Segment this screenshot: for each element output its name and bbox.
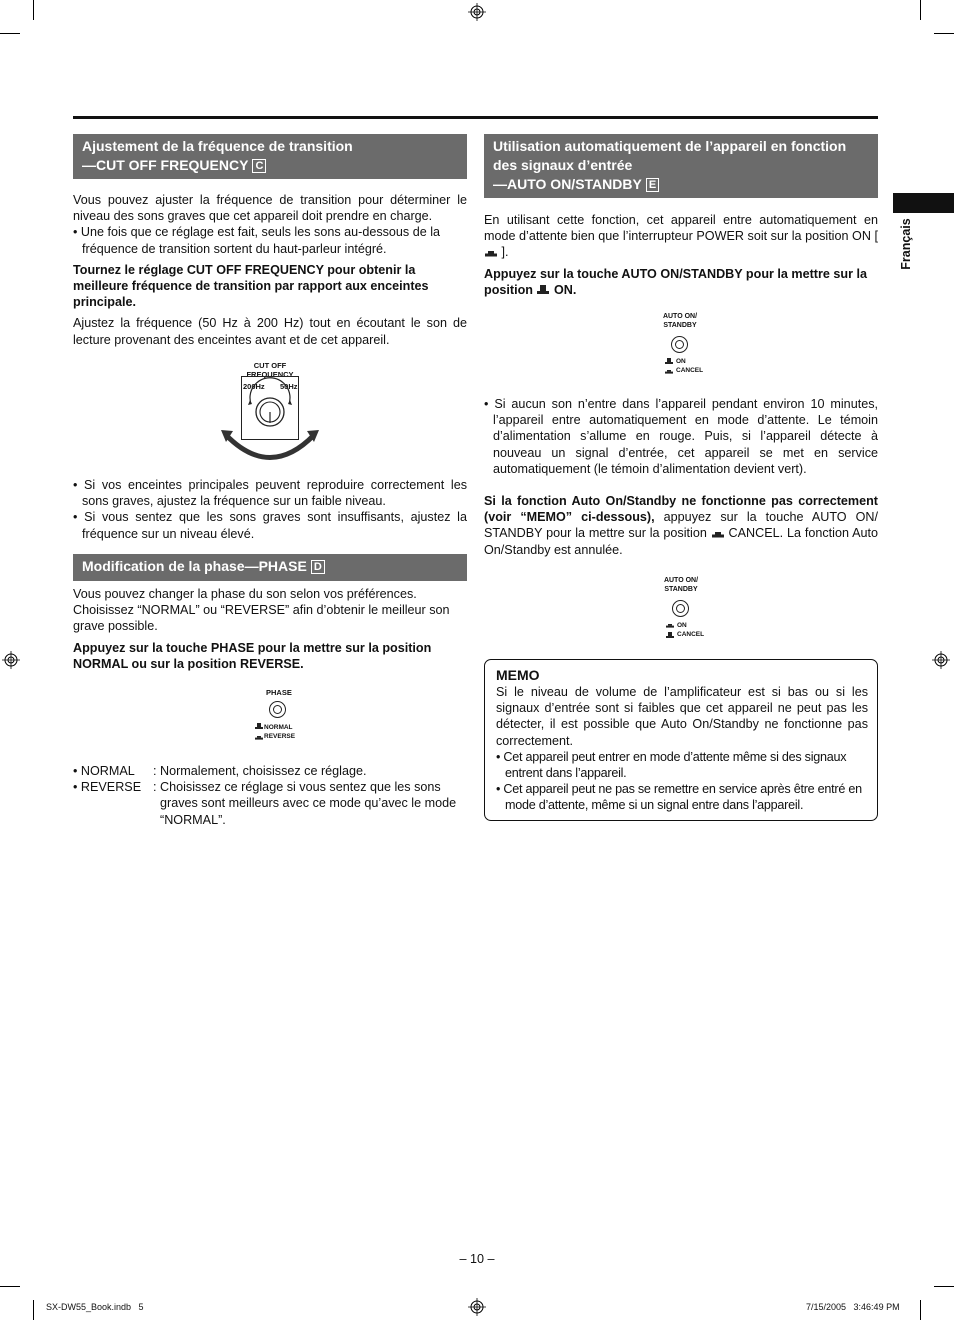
auto-standby-fail-bold: Si la fonction Auto On/Standby ne fonctionne pas correctement (voir “MEMO” ci-dessous), — [484, 494, 878, 525]
cutoff-tip: • Si vous sentez que les sons graves sont insuffisants, ajustez la fréquence sur un niveau élevé. — [73, 510, 467, 541]
crop-mark — [920, 0, 921, 20]
auto-standby-instruction-text: ON. — [553, 282, 577, 297]
crop-mark — [0, 33, 20, 34]
power-on-position-icon — [484, 248, 498, 258]
switch-position-icon — [665, 621, 675, 641]
auto-standby-button-icon[interactable] — [671, 336, 688, 353]
button-label-line: STANDBY — [664, 586, 698, 593]
phase-button-icon[interactable] — [269, 701, 286, 718]
phase-option-row — [73, 763, 467, 779]
memo-box — [484, 659, 878, 821]
button-option: CANCEL — [676, 367, 704, 374]
registration-mark-icon — [2, 651, 20, 669]
footer-file-name: SX-DW55_Book.indb 5 — [46, 1302, 144, 1312]
registration-mark-icon — [468, 1298, 486, 1316]
section-title-line: —CUT OFF FREQUENCY — [82, 157, 249, 173]
button-option: ON — [677, 622, 687, 629]
memo-text: Si le niveau de volume de l’amplificateur est si bas ou si les signaux d’entrée sont si faibles que cet appareil ne peut pas les détecter, il est possible que Auto On/Standby ne fonctionne pas correctement. — [496, 685, 868, 748]
crop-mark — [33, 0, 34, 20]
crop-mark — [0, 1286, 20, 1287]
phase-button-label: PHASE — [266, 688, 292, 697]
memo-title: MEMO — [496, 667, 540, 683]
section-title-line: Modification de la phase—PHASE — [82, 558, 307, 574]
auto-standby-note: • Si aucun son n’entre dans l’appareil pendant environ 10 minutes, l’appareil entre automatiquement en mode d’attente. Le témoin d’alimentation s’allume en rouge. Puis, si l’appareil détecte à nouveau un signal d’entrée, cet appareil se met en service automatiquement (le témoin d’alimentation devient vert). — [484, 397, 878, 476]
auto-standby-fail-text: appuyez sur la touche AUTO ON/ STANDBY pour la mettre sur la position — [484, 510, 879, 541]
phase-option-term: • REVERSE — [73, 780, 142, 795]
language-tab-marker — [893, 193, 954, 213]
button-label-line: STANDBY — [663, 322, 697, 329]
switch-position-icon — [254, 722, 264, 742]
dial-max-label: 50Hz — [280, 382, 298, 391]
phase-option-term: • NORMAL — [73, 764, 135, 778]
footer-datetime: 7/15/2005 3:46:49 PM — [806, 1302, 900, 1312]
memo-bullet: • Cet appareil peut entrer en mode d’attente même si des signaux entrent dans l’appareil. — [496, 749, 847, 781]
memo-content — [496, 666, 868, 814]
auto-standby-instruction — [484, 266, 878, 298]
section-letter-badge: D — [311, 560, 325, 574]
section-letter-badge: C — [252, 159, 266, 173]
cutoff-tips — [73, 477, 467, 542]
cutoff-adjust: Ajustez la fréquence (50 Hz à 200 Hz) tout en écoutant le son de lecture provenant des enceintes avant et de cet appareil. — [73, 316, 467, 347]
button-option: CANCEL — [677, 631, 705, 638]
button-option: ON — [676, 358, 686, 365]
crop-mark — [934, 1286, 954, 1287]
top-rule — [73, 116, 878, 119]
dial-min-label: 200Hz — [243, 382, 265, 391]
auto-standby-intro-text: ]. — [501, 245, 509, 260]
section-title-line: —AUTO ON/STANDBY — [493, 176, 642, 192]
section-title-line: Utilisation automatiquement de l’appareil en fonction — [493, 138, 847, 154]
auto-standby-button-icon[interactable] — [672, 600, 689, 617]
page-number: – 10 – — [459, 1252, 495, 1266]
cutoff-intro: Vous pouvez ajuster la fréquence de transition pour déterminer le niveau des sons graves que cet appareil doit prendre en charge. — [73, 193, 467, 224]
auto-standby-instruction-text: Appuyez sur la touche AUTO ON/STANDBY pour la mettre sur la position — [484, 266, 868, 297]
section-header-cutoff — [73, 134, 467, 179]
phase-option: NORMAL — [264, 724, 293, 731]
cutoff-body — [73, 192, 467, 348]
dial-label-line: FREQUENCY — [246, 370, 294, 379]
cutoff-dial-illustration — [220, 360, 320, 465]
phase-options-list — [73, 763, 467, 828]
phase-option-row — [73, 779, 467, 828]
registration-mark-icon — [932, 651, 950, 669]
auto-standby-fail-text: CANCEL. La fonction Auto On/Standby est annulée. — [484, 526, 879, 557]
phase-option-desc: : Normalement, choisissez ce réglage. — [153, 764, 367, 778]
phase-instruction: Appuyez sur la touche PHASE pour la mettre sur la position NORMAL ou sur la position REVERSE. — [73, 640, 432, 671]
phase-option: REVERSE — [264, 733, 296, 740]
section-header-phase — [73, 554, 467, 581]
auto-standby-body — [484, 212, 878, 298]
memo-bullet: • Cet appareil peut ne pas se remettre en service après être entré en mode d’attente, même si un signal entre dans l’appareil. — [496, 782, 862, 813]
dial-label-line: CUT OFF — [253, 361, 287, 370]
auto-standby-button-illustration — [660, 312, 720, 378]
crop-mark — [33, 1300, 34, 1320]
dial-knob-icon[interactable] — [220, 360, 320, 465]
cancel-position-icon — [711, 529, 725, 539]
cutoff-note: • Une fois que ce réglage est fait, seuls les sons au-dessous de la fréquence de transition sortent du haut-parleur intégré. — [73, 225, 441, 256]
cutoff-instruction: Tournez le réglage CUT OFF FREQUENCY pour obtenir la meilleure fréquence de transition par rapport aux enceintes principale. — [73, 262, 429, 310]
phase-option-desc: : Choisissez ce réglage si vous sentez que les sons graves sont meilleurs avec ce mode qu’avec le mode “NORMAL”. — [153, 780, 457, 827]
crop-mark — [934, 33, 954, 34]
auto-standby-intro — [484, 212, 878, 261]
auto-standby-button-illustration — [661, 576, 721, 642]
section-title-line: Ajustement de la fréquence de transition — [82, 138, 353, 154]
section-title-line: des signaux d’entrée — [493, 157, 633, 173]
registration-mark-icon — [468, 3, 486, 21]
section-header-auto-standby — [484, 134, 878, 198]
auto-standby-fail — [484, 493, 878, 558]
language-tab-label: Français — [899, 218, 913, 270]
switch-position-icon — [664, 357, 674, 377]
button-label-line: AUTO ON/ — [663, 577, 699, 584]
phase-button-illustration — [250, 688, 310, 744]
cutoff-tip: • Si vos enceintes principales peuvent reproduire correctement les sons graves, ajustez la fréquence sur un faible niveau. — [73, 478, 467, 509]
section-letter-badge: E — [646, 178, 659, 192]
auto-standby-intro-text: En utilisant cette fonction, cet appareil entre automatiquement en mode d’attente bien que l’interrupteur POWER soit sur la position ON [ — [484, 213, 878, 244]
on-position-icon — [536, 285, 550, 296]
phase-intro: Vous pouvez changer la phase du son selon vos préférences. Choisissez “NORMAL” ou “REVERSE” afin d’obtenir le meilleur son grave possible. — [73, 587, 450, 634]
phase-body — [73, 586, 467, 672]
crop-mark — [920, 1300, 921, 1320]
language-tab — [891, 215, 921, 273]
button-label-line: AUTO ON/ — [662, 313, 698, 320]
auto-standby-details — [484, 396, 878, 558]
